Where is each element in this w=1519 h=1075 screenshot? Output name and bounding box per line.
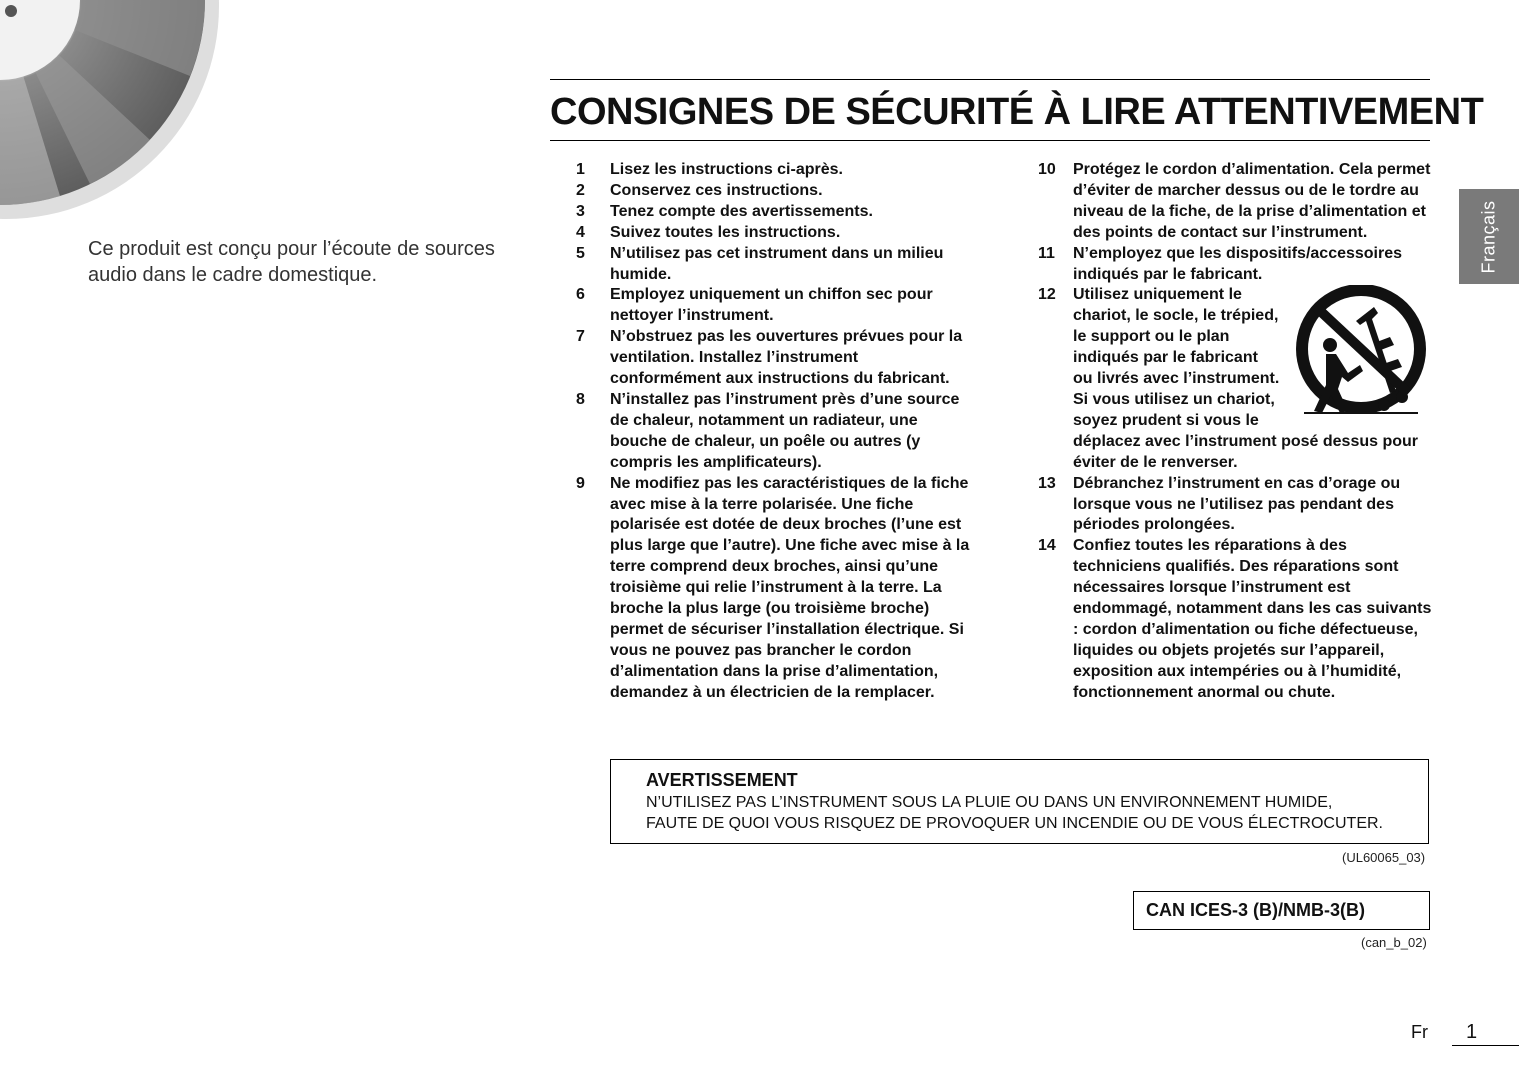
instructions-list-left [576,160,972,704]
list-item: 12 Utilisez uniquement le chariot, le socle, le trépied, le support ou le plan indiqués par le fabricant ou livrés avec l’instrument. Si vous utilisez un chariot, soyez prudent si vous le déplacez avec l’instrument posé dessus pour éviter de le renverser. [1038,285,1432,473]
can-ices-box: CAN ICES-3 (B)/NMB-3(B) [1133,891,1430,930]
intro-text: Ce produit est conçu pour l’écoute de sources audio dans le cadre domestique. [88,238,495,286]
list-item: 11 N’employez que les dispositifs/accessoires indiqués par le fabricant. [1038,244,1403,283]
page-number: 1 [1466,1021,1478,1043]
instructions-list-right [1038,160,1432,704]
list-item: 14 Confiez toutes les réparations à des techniciens qualifiés. Des réparations sont nécessaires lorsque l’instrument est endommagé, notamment dans les cas suivants : cordon d’alimentation ou fiche défectueuse, liquides ou objets projetés sur l’appareil, exposition aux intempéries ou à l’humidité, fonctionnement anormal ou chute. [1038,537,1432,701]
list-item: 7 N’obstruez pas les ouvertures prévues pour la ventilation. Installez l’instrument conformément aux instructions du fabricant. [576,328,963,388]
list-item: 6 Employez uniquement un chiffon sec pour nettoyer l’instrument. [576,286,933,325]
list-item: 8 N’installez pas l’instrument près d’une source de chaleur, notamment un radiateur, une bouche de chaleur, un poêle ou autres (y compris les amplificateurs). [576,390,960,471]
page-title: CONSIGNES DE SÉCURITÉ À LIRE ATTENTIVEMENT [550,91,1484,133]
list-item: 4 Suivez toutes les instructions. [576,223,841,241]
title-rule-bottom [550,140,1430,141]
warning-line-2: FAUTE DE QUOI VOUS RISQUEZ DE PROVOQUER UN INCENDIE OU DE VOUS ÉLECTROCUTER. [646,815,1383,832]
language-tab-label: Français [1478,199,1499,274]
list-item: 5 N’utilisez pas cet instrument dans un milieu humide. [576,244,944,283]
title-rule-top [550,79,1430,80]
warning-box [610,759,1429,844]
warning-title: AVERTISSEMENT [646,770,798,790]
footer-language: Fr [1411,1022,1428,1042]
list-item: 3 Tenez compte des avertissements. [576,202,873,220]
can-code: (can_b_02) [1361,935,1427,950]
list-item: 13 Débranchez l’instrument en cas d’orage ou lorsque vous ne l’utilisez pas pendant des périodes prolongées. [1038,474,1401,534]
list-item: 1 Lisez les instructions ci-après. [576,161,843,178]
warning-line-1: N’UTILISEZ PAS L’INSTRUMENT SOUS LA PLUIE OU DANS UN ENVIRONNEMENT HUMIDE, [646,794,1333,811]
language-tab [1459,189,1519,284]
list-item: 9 Ne modifiez pas les caractéristiques de la fiche avec mise à la terre polarisée. Une fiche polarisée est dotée de deux broches (l’une est plus large que l’autre). Une fiche avec mise à la terre comprend deux broches, ainsi qu’une troisième qui relie l’instrument à la terre. La broche la plus large (ou troisième broche) permet de sécuriser l’installation électrique. Si vous ne pouvez pas brancher le cordon d’alimentation dans la prise d’alimentation, demandez à un électricien de la remplacer. [576,474,970,701]
warning-code: (UL60065_03) [1342,850,1426,865]
list-item: 2 Conservez ces instructions. [576,181,823,199]
disc-graphic [0,0,240,230]
list-item: 10 Protégez le cordon d’alimentation. Cela permet d’éviter de marcher dessus ou de le tordre au niveau de la fiche, de la prise d’alimentation et des points de contact sur l’instrument. [1038,161,1431,241]
cart-tip-over-warning-icon [1286,285,1436,431]
footer-rule [1452,1045,1519,1046]
